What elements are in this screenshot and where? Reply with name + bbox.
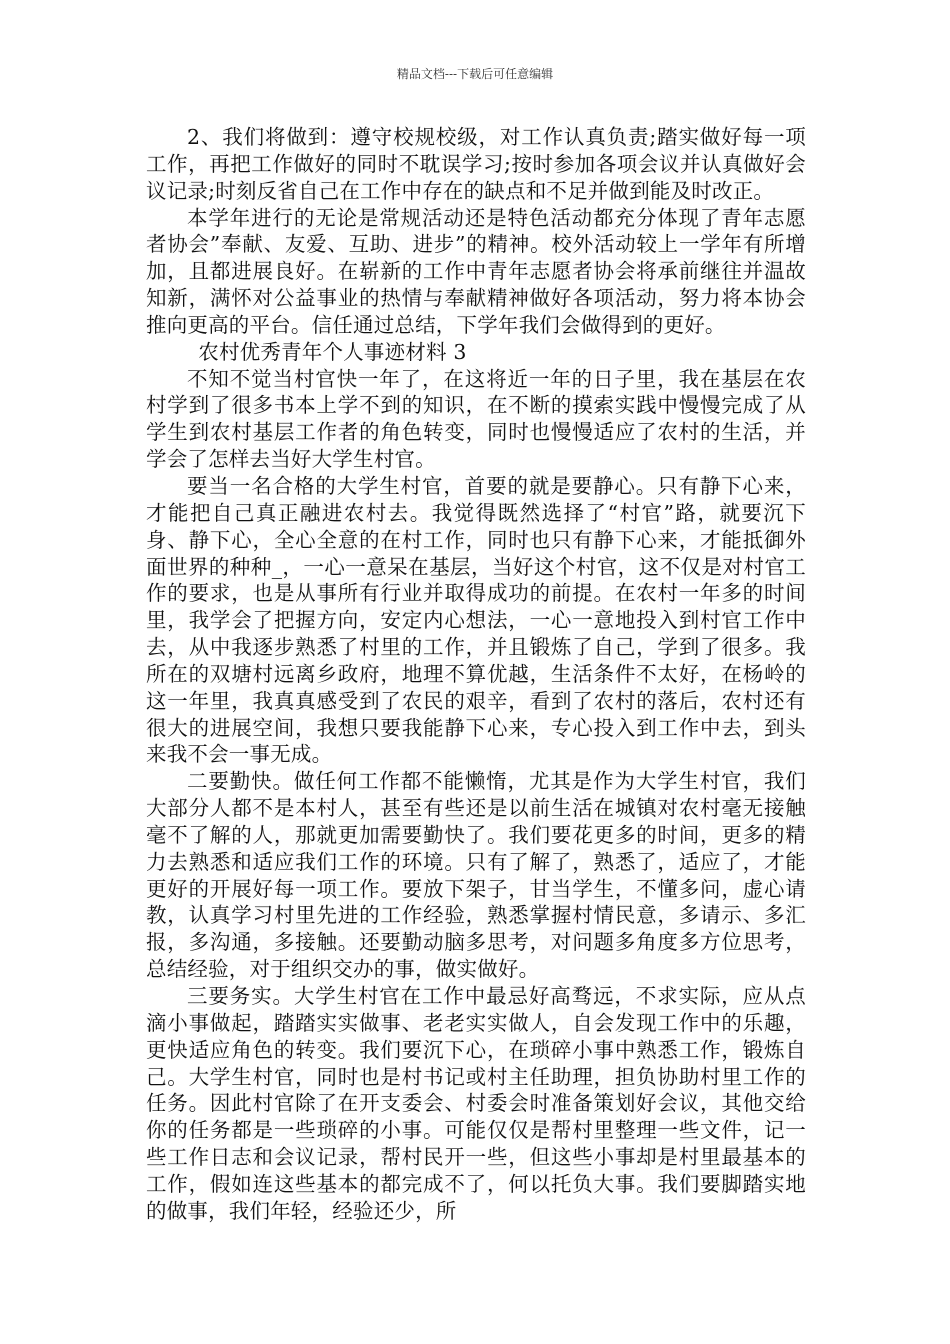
paragraph-summary: 本学年进行的无论是常规活动还是特色活动都充分体现了青年志愿者协会”奉献、友爱、互助、进步”的精神。校外活动较上一学年有所增加，且都进展良好。在崭新的工作中青年志愿者协会将承前继往并温故知新，满怀对公益事业的热情与奉献精神做好各项活动，努力将本协会推向更高的平台。信任通过总结，下学年我们会做得到的更好。 [146,205,806,337]
paragraph-intro: 不知不觉当村官快一年了，在这将近一年的日子里，我在基层在农村学到了很多书本上学不到的知识，在不断的摸索实践中慢慢完成了从学生到农村基层工作者的角色转变，同时也慢慢适应了农村的生活，并学会了怎样去当好大学生村官。 [146,366,806,472]
page-header: 精品文档---下载后可任意编辑 [396,67,554,81]
section-title: 农村优秀青年个人事迹材料 3 [198,339,467,364]
paragraph-diligence: 二要勤快。做任何工作都不能懒惰，尤其是作为大学生村官，我们大部分人都不是本村人，甚至有些还是以前生活在城镇对农村毫无接触毫不了解的人，那就更加需要勤快了。我们要花更多的时间，更多的精力去熟悉和适应我们工作的环境。只有了解了，熟悉了，适应了，才能更好的开展好每一项工作。要放下架子，甘当学生，不懂多问，虚心请教，认真学习村里先进的工作经验，熟悉掌握村情民意，多请示、多汇报，多沟通，多接触。还要勤动脑多思考，对问题多角度多方位思考，总结经验，对于组织交办的事，做实做好。 [146,769,806,982]
paragraph-calm-mind: 要当一名合格的大学生村官，首要的就是要静心。只有静下心来，才能把自己真正融进农村去。我觉得既然选择了“村官”路，就要沉下身、静下心，全心全意的在村工作，同时也只有静下心来，才能抵御外面世界的种种_，一心一意呆在基层，当好这个村官，这不仅是对村官工作的要求，也是从事所有行业并取得成功的前提。在农村一年多的时间里，我学会了把握方向，安定内心想法，一心一意地投入到村官工作中去，从中我逐步熟悉了村里的工作，并且锻炼了自己，学到了很多。我所在的双塘村远离乡政府，地理不算优越，生活条件不太好，在杨岭的这一年里，我真真感受到了农民的艰辛，看到了农村的落后，农村还有很大的进展空间，我想只要我能静下心来，专心投入到工作中去，到头来我不会一事无成。 [146,473,806,767]
document-body [146,124,806,1225]
paragraph-commitments: 2、我们将做到：遵守校规校级，对工作认真负责;踏实做好每一项工作，再把工作做好的同时不耽误学习;按时参加各项会议并认真做好会议记录;时刻反省自己在工作中存在的缺点和不足并做到能及时改正。 [146,125,806,203]
paragraph-practical: 三要务实。大学生村官在工作中最忌好高骛远，不求实际，应从点滴小事做起，踏踏实实做事、老老实实做人，自会发现工作中的乐趣，更快适应角色的转变。我们要沉下心，在琐碎小事中熟悉工作，锻炼自己。大学生村官，同时也是村书记或村主任助理，担负协助村里工作的任务。因此村官除了在开支委会、村委会时准备策划好会议，其他交给你的任务都是一些琐碎的小事。可能仅仅是帮村里整理一些文件，记一些工作日志和会议记录，帮村民开一些，但这些小事却是村里最基本的工作，假如连这些基本的都完成不了，何以托负大事。我们要脚踏实地的做事，我们年轻，经验还少，所 [146,984,806,1223]
